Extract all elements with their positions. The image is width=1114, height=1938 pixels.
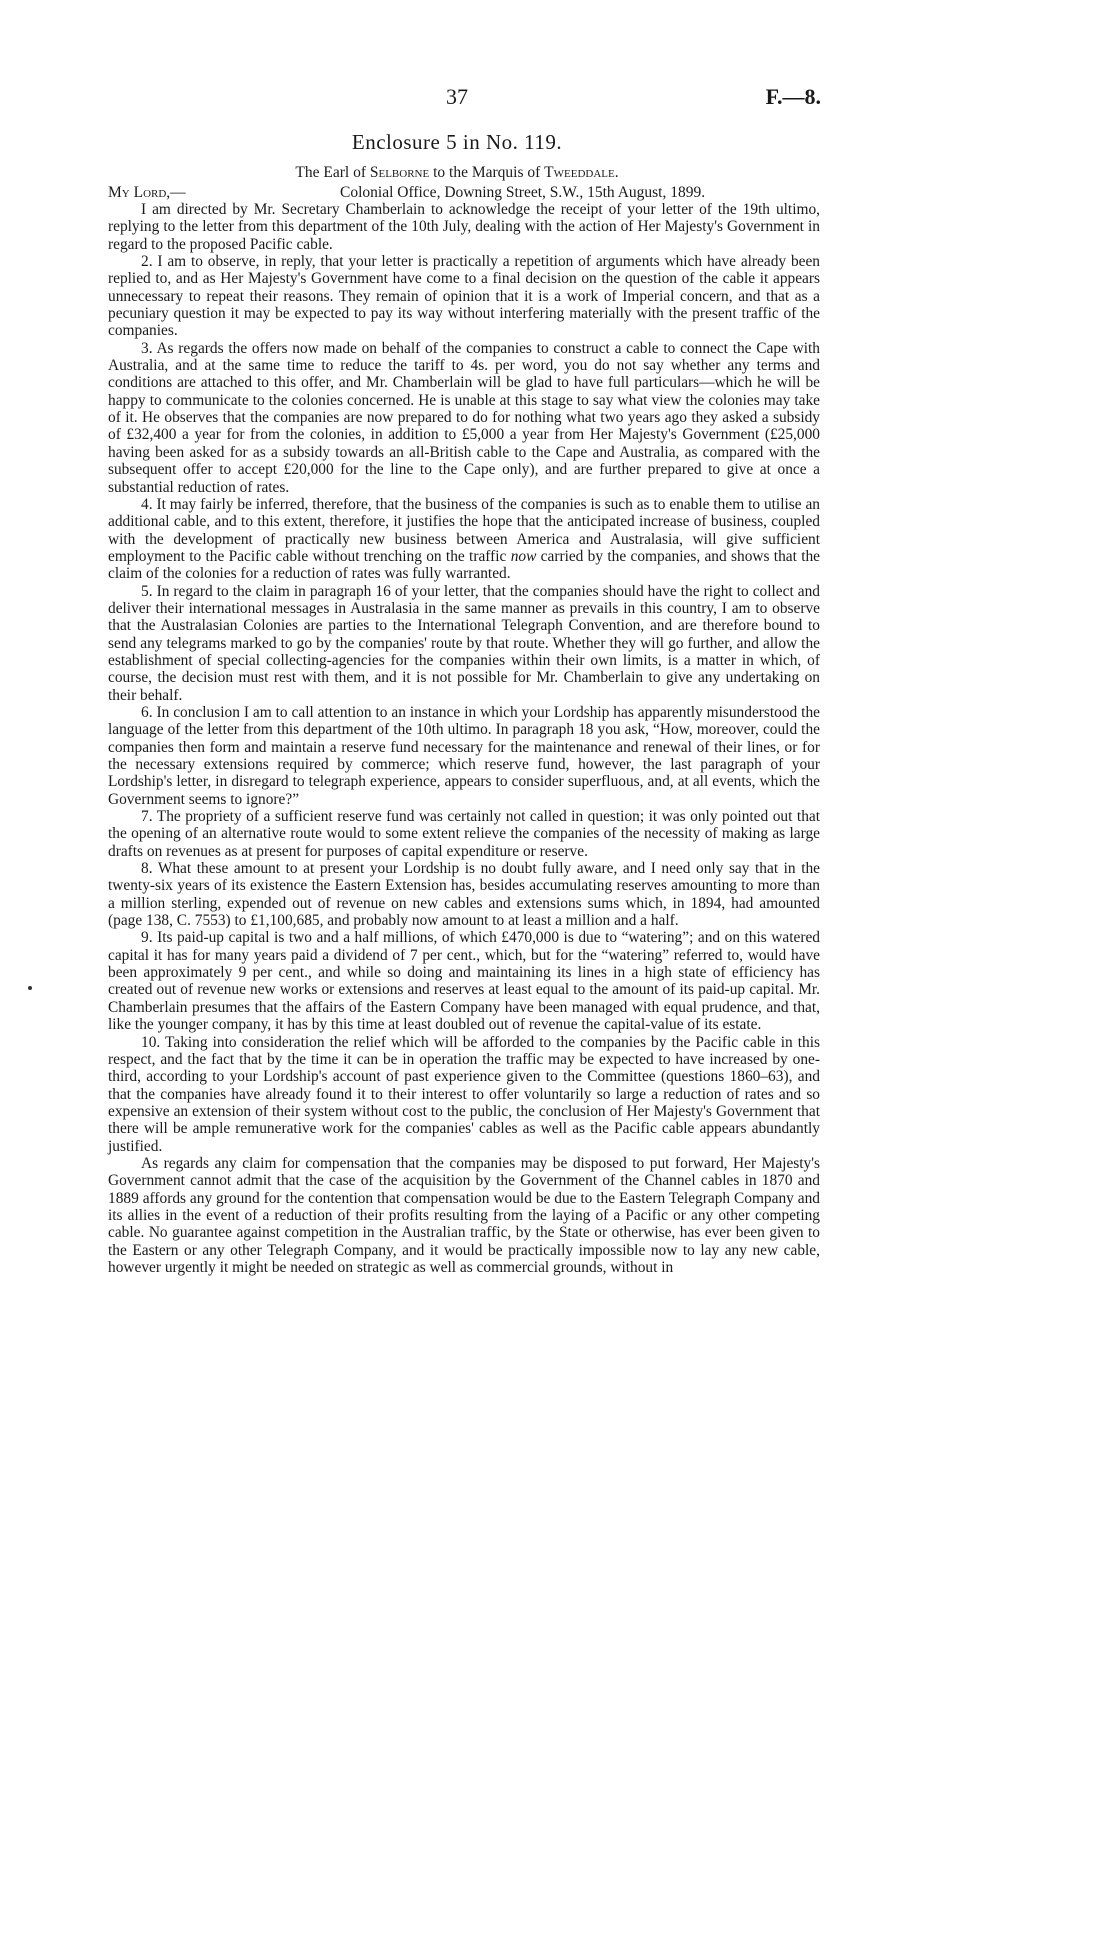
paragraph-11: As regards any claim for compensation that the companies may be disposed to put forward, Her Majesty's Government cannot admit that the case of the acquisition by the Government of the Channel cables in 1870 and 1889 affords any ground for the contention that compensation would be due to the Eastern Telegraph Company and its allies in the event of a reduction of their profits resulting from the laying of a Pacific or any other competing cable. No guarantee against competition in the Australian traffic, by the State or otherwise, has ever been given to the Eastern or any other Telegraph Company, and it would be practically impossible now to lay any new cable, however urgently it might be needed on strategic as well as commercial grounds, without in xyxy=(108,1154,820,1276)
salutation: My Lord,— xyxy=(108,184,186,201)
emphasis-now: now xyxy=(510,547,537,565)
paragraph-9: 9. Its paid-up capital is two and a half millions, of which £470,000 is due to “watering”; and on this watered capital it has for many years paid a dividend of 7 per cent., which, but for the “watering” referred to, would have been approximately 9 per cent., and while so doing and maintaining its lines in a high state of efficiency has created out of revenue new works or extensions and reserves at least equal to the amount of its paid-up capital. Mr. Chamberlain presumes that the affairs of the Eastern Company have been managed with equal prudence, and that, like the younger company, it has by this time at least doubled out of revenue the capital-value of its estate. xyxy=(108,929,820,1034)
paragraph-3: 3. As regards the offers now made on behalf of the companies to construct a cable to connect the Cape with Australia, and at the same time to reduce the tariff to 4s. per word, you do not say whether any terms and conditions are attached to this offer, and Mr. Chamberlain will be glad to have full particulars—which he will be happy to communicate to the colonies concerned. He is unable at this stage to say what view the colonies may take of it. He observes that the companies are now prepared to do for nothing what two years ago they asked a subsidy of £32,400 a year for from the colonies, in addition to £5,000 a year from Her Majesty's Government (£25,000 having been asked for as a subsidy towards an all-British cable to the Cape and Australia, as compared with the subsequent offer to accept £20,000 for the line to the Cape only), and are further prepared to give at once a substantial reduction of rates. xyxy=(108,339,820,496)
paragraph-5: 5. In regard to the claim in paragraph 16 of your letter, that the companies should have the right to collect and deliver their international messages in Australasia in the same manner as prevails in this country, I am to observe that the Australasian Colonies are parties to the International Telegraph Convention, and are therefore bound to send any telegrams marked to go by the companies' route by that route. Whether they will go further, and allow the establishment of special collecting-agencies for the companies within their own limits, is a matter in which, of course, the decision must rest with them, and it is not possible for Mr. Chamberlain to give any undertaking on their behalf. xyxy=(108,582,820,704)
letter-body xyxy=(108,201,820,1276)
address-dateline: Colonial Office, Downing Street, S.W., 15th August, 1899. xyxy=(340,184,706,201)
paragraph-8: 8. What these amount to at present your Lordship is no doubt fully aware, and I need only say that in the twenty-six years of its existence the Eastern Extension has, besides accumulating reserves amounting to more than a million sterling, expended out of revenue on new cables and extensions sums which, in 1894, had amounted (page 138, C. 7553) to £1,100,685, and probably now amount to at least a million and a half. xyxy=(108,860,820,930)
sender-name: Selborne xyxy=(369,164,430,181)
page-number: 37 xyxy=(446,84,468,109)
margin-mark xyxy=(28,986,32,990)
paragraph-4-text: 4. It may fairly be inferred, therefore, that the business of the companies is such as to enable them to utilise an additional cable, and to this extent, therefore, it justifies the hope that the anticipated increase of business, coupled with the development of practically new business between America and Australasia, will give sufficient employment to the Pacific cable without trenching on the traffic xyxy=(108,495,820,565)
enclosure-title: Enclosure 5 in No. 119. xyxy=(351,130,563,154)
subtitle-text: The Earl of xyxy=(295,164,370,181)
paragraph-6: 6. In conclusion I am to call attention to an instance in which your Lordship has apparently misunderstood the language of the letter from this department of the 10th ultimo. In paragraph 18 you ask, “How, moreover, could the companies then form and maintain a reserve fund necessary for the maintenance and renewal of their lines, or for the necessary extensions required by commerce; which reserve fund, however, the last paragraph of your Lordship's letter, in disregard to telegraph experience, appears to consider superfluous, and, at all events, which the Government seems to ignore?” xyxy=(108,703,820,808)
letter-subtitle xyxy=(0,164,914,182)
paragraph-4 xyxy=(108,496,820,583)
paragraph-10: 10. Taking into consideration the relief which will be afforded to the companies by the Pacific cable in this respect, and the fact that by the time it can be in operation the traffic may be expected to have increased by one-third, according to your Lordship's account of past experience given to the Committee (questions 1860–63), and that the companies have already found it to their interest to offer voluntarily so large a reduction of rates and so expensive an extension of their system without cost to the public, the conclusion of Her Majesty's Government that there will be ample remunerative work for the companies' cables as well as the Pacific cable appears abundantly justified. xyxy=(108,1033,820,1155)
subtitle-text: . xyxy=(614,164,619,181)
subtitle-text: to the Marquis of xyxy=(429,164,545,181)
paragraph-1: I am directed by Mr. Secretary Chamberlain to acknowledge the receipt of your letter of the 19th ultimo, replying to the letter from this department of the 10th July, dealing with the action of Her Majesty's Government in regard to the proposed Pacific cable. xyxy=(108,201,820,253)
paragraph-7: 7. The propriety of a sufficient reserve fund was certainly not called in question; it was only pointed out that the opening of an alternative route would to some extent relieve the companies of the necessity of making as large drafts on revenues as at present for purposes of capital expenditure or reserve. xyxy=(108,808,820,860)
paper-reference: F.—8. xyxy=(765,84,821,109)
paragraph-2: 2. I am to observe, in reply, that your letter is practically a repetition of arguments which have already been replied to, and as Her Majesty's Government have come to a final decision on the question of the cable it appears unnecessary to repeat their reasons. They remain of opinion that it is a work of Imperial concern, and that as a pecuniary question it may be expected to pay its way without interfering materially with the present traffic of the companies. xyxy=(108,253,820,340)
recipient-name: Tweeddale xyxy=(544,164,615,181)
paragraph-4-tail: carried by the companies, and shows that the claim of the colonies for a reduction of rates was fully warranted. xyxy=(108,547,820,583)
